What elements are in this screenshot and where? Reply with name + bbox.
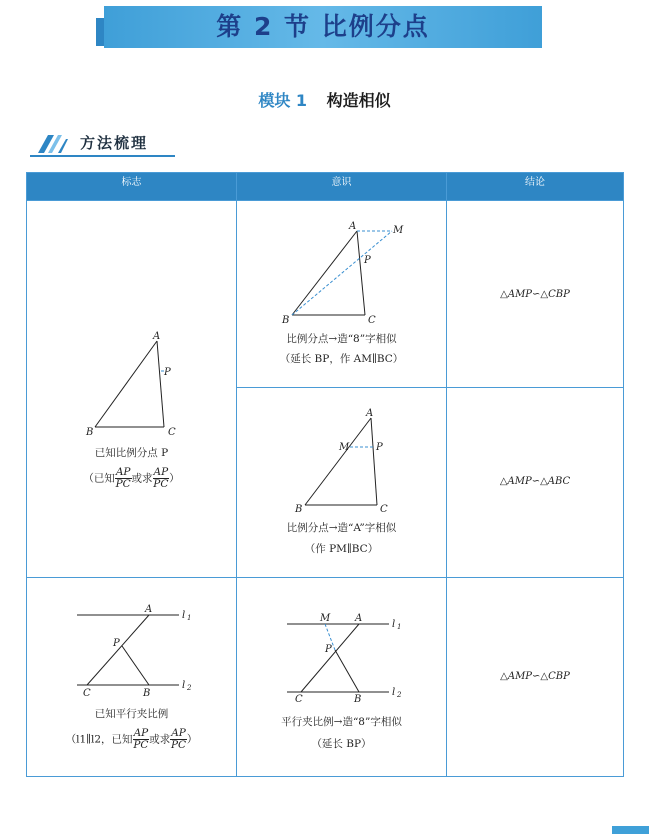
slash-icon [30,133,70,155]
conclusion-amp-cbp-2: △AMP∽△CBP [500,671,570,682]
triangle-abc-with-p-diagram [27,201,237,576]
parallel-eight-note: （延长 BP） [311,738,372,750]
parallel-sign-condition: （l1∥l2，已知 $\frac{AP}{PC}$ 或求 $\frac{AP}{PC}$ ） [65,727,198,751]
svg-text:P: P [113,638,120,649]
module-heading [0,88,649,111]
sign-condition [27,467,236,490]
parallel-sign-caption: 已知平行夹比例 [94,708,169,720]
a-shape-note: （作 PM∥BC） [304,543,379,555]
svg-text:l: l [392,619,396,630]
svg-text:P: P [376,442,383,453]
row2-conclusion-cell [447,578,624,777]
header-conclusion: 结论 [447,173,624,201]
eight-shape-caption: 比例分点→造“8”字相似 [286,333,397,345]
section-title: 第 2 节 比例分点 [216,12,430,41]
label-c: C [168,427,176,438]
fraction-ap-pc: $\frac{AP}{PC}$ [115,466,131,490]
svg-text:B: B [282,315,290,326]
svg-text:B: B [143,688,151,699]
row1-conclusion-a-cell [447,201,624,388]
row2-awareness-cell [237,578,447,777]
svg-text:M: M [393,225,404,236]
svg-text:l: l [182,680,186,691]
label-p: P [164,367,171,378]
row1-conclusion-b-cell [447,388,624,578]
svg-text:C: C [295,694,303,705]
svg-text:P: P [325,644,332,655]
row2-sign-cell [27,578,237,777]
svg-text:B: B [295,504,303,515]
heading-underline [30,155,175,157]
svg-text:l: l [182,610,186,621]
row1-awareness-a-cell [237,201,447,388]
fraction-ap-pc-2: $\frac{AP}{PC}$ [153,466,169,490]
page-corner-tab [612,826,649,834]
method-table [26,172,624,777]
svg-text:A: A [366,408,374,419]
module-name: 构造相似 [326,91,391,110]
svg-text:l: l [392,687,396,698]
header-awareness: 意识 [237,173,447,201]
eight-shape-note: （延长 BP，作 AM∥BC） [279,353,404,365]
conclusion-amp-abc: △AMP∽△ABC [499,476,571,487]
svg-text:B: B [354,694,362,705]
row1-awareness-b-cell [237,388,447,578]
label-a: A [153,331,161,342]
label-b: B [86,427,94,438]
svg-text:A: A [349,221,357,232]
conclusion-amp-cbp: △AMP∽△CBP [500,289,570,300]
svg-text:1: 1 [397,623,402,631]
svg-text:A: A [145,604,153,615]
sign-caption: 已知比例分点 P [94,447,169,459]
row1-sign-cell [27,201,237,578]
module-number: 模块 1 [258,91,308,110]
svg-text:M: M [339,442,350,453]
svg-text:C: C [380,504,388,515]
condition-suffix: ） [169,472,180,485]
svg-text:M: M [320,613,331,624]
a-shape-caption: 比例分点→造“A”字相似 [286,522,397,534]
header-sign: 标志 [27,173,237,201]
condition-or: 或求 [131,472,153,485]
svg-text:2: 2 [187,684,192,692]
method-summary-title: 方法梳理 [80,134,149,152]
svg-text:2: 2 [397,691,402,699]
condition-prefix: （已知 [83,472,115,485]
svg-text:P: P [364,255,371,266]
svg-text:A: A [355,613,363,624]
svg-text:C: C [368,315,376,326]
svg-text:1: 1 [187,614,192,622]
parallel-eight-caption: 平行夹比例→造“8”字相似 [281,716,402,728]
svg-text:C: C [83,688,91,699]
